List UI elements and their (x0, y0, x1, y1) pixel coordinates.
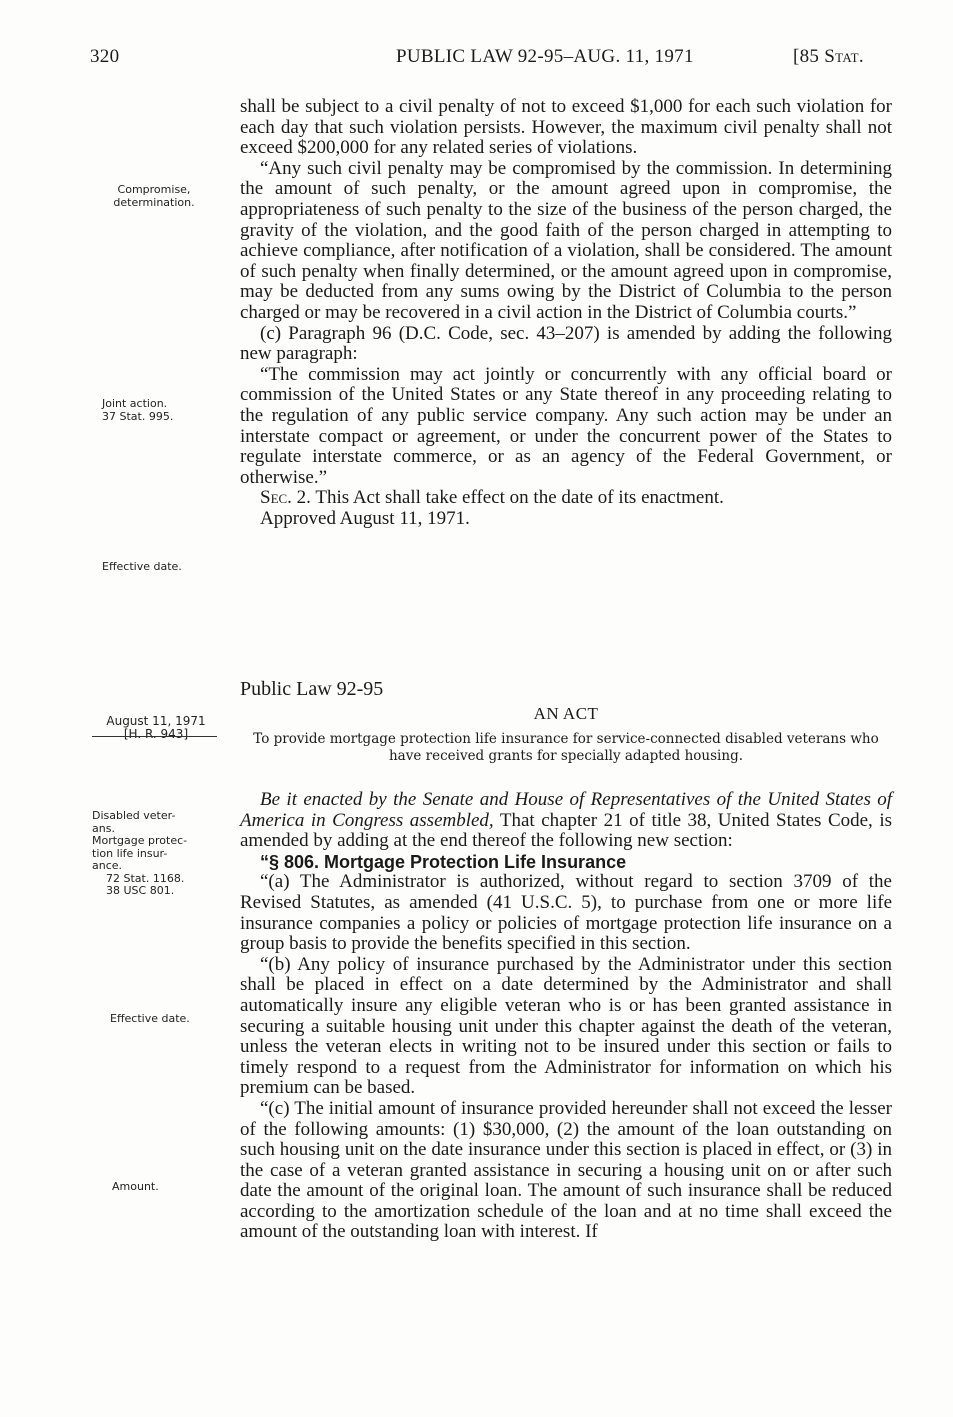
stat-reference (793, 46, 864, 68)
margin-note-line: ans. (92, 821, 115, 835)
margin-note-line: 38 USC 801. (106, 884, 175, 897)
margin-note-line: [H. R. 943] (123, 726, 189, 741)
act-description: To provide mortgage protection life insurance for service-connected disabled veterans who have received grants for specially adapted housing. (253, 731, 879, 764)
margin-note-veterans (92, 810, 212, 898)
margin-note-line: Compromise, (117, 183, 191, 196)
paragraph-civil-penalty: shall be subject to a civil penalty of not to exceed $1,000 for each such violation for each day that such violation persists. However, the maximum civil penalty shall not exceed $200,000 for any related series of violations. (240, 96, 892, 159)
margin-note-line: Mortgage protec- (92, 834, 188, 847)
paragraph-joint-action: “The commission may act jointly or concurrently with any official board or commission of the United States or any State thereof in any proceeding relating to the regulation of any public service company. Any such action may be under an interstate compact or agreement, or under the concurrent power of the States to regulate interstate commerce, or as an agency of the Federal Government, or otherwise.” (240, 363, 892, 488)
enacting-italic: Be it enacted by the Senate and House of Representatives of the United States of America in Congress assembled, (240, 789, 892, 831)
sec2-text: This Act shall take effect on the date of its enactment. (310, 487, 724, 509)
margin-note-line: 37 Stat. 995. (102, 409, 174, 423)
margin-note-effective-date-2: Effective date. (110, 1012, 190, 1025)
public-law-title: Public Law 92-95 (240, 678, 384, 700)
margin-note-line: ance. (92, 859, 123, 872)
act-heading: AN ACT (533, 704, 599, 723)
section-806-heading: “§ 806. Mortgage Protection Life Insurance (260, 851, 627, 872)
margin-note-joint-action (102, 398, 222, 423)
subsection-c: “(c) The initial amount of insurance provided hereunder shall not exceed the lesser of the following amounts: (1) $30,000, (2) the amount of the loan outstanding on such housing unit on the date insurance under this section is placed in effect, or (3) in the case of a veteran granted assistance in securing a housing unit on or after such date the amount of the original loan. The amount of such insurance shall be reduced according to the amortization schedule of the loan and at no time shall exceed the amount of the outstanding loan with interest. If (240, 1097, 892, 1243)
page-number: 320 (90, 46, 120, 67)
enacting-rest: That chapter 21 of title 38, United States Code, is amended by adding at the end thereof the following new section: (240, 809, 892, 852)
approved-line: Approved August 11, 1971. (260, 507, 470, 529)
divider-rule (92, 736, 217, 737)
margin-note-effective-date: Effective date. (102, 560, 182, 573)
lower-body (240, 790, 892, 1243)
margin-note-line: Joint action. (102, 397, 168, 410)
stat-ref-text: [85 Stat. (793, 46, 864, 67)
paragraph-sec2 (240, 488, 892, 509)
running-title: PUBLIC LAW 92-95–AUG. 11, 1971 (396, 46, 694, 67)
enacting-clause (240, 790, 892, 852)
sec2-label: Sec. 2. (260, 487, 311, 509)
margin-note-line: Disabled veter- (92, 809, 176, 822)
upper-body (240, 97, 892, 529)
subsection-b: “(b) Any policy of insurance purchased by the Administrator under this section shall be placed in effect on a date determined by the Administrator and shall automatically insure any eligible veteran who is or has been granted assistance in securing a suitable housing unit under this chapter against the death of the veteran, unless the veteran elects in writing not to be insured under this section or fails to timely respond to a request from the Administrator for information on which his premium can be based. (240, 953, 892, 1099)
subsection-a: “(a) The Administrator is authorized, without regard to section 3709 of the Revised Statutes, as amended (41 U.S.C. 5), to purchase from one or more life insurance companies a policy or policies of mortgage protection life insurance on a group basis to provide the benefits specified in this section. (240, 871, 892, 955)
margin-note-line: determination. (113, 195, 195, 209)
margin-note-compromise (94, 184, 214, 209)
margin-note-line: tion life insur- (92, 846, 168, 860)
margin-note-line: 72 Stat. 1168. (106, 871, 185, 885)
paragraph-c-amendment: (c) Paragraph 96 (D.C. Code, sec. 43–207) is amended by adding the following new paragraph: (240, 322, 892, 365)
paragraph-compromise: “Any such civil penalty may be compromised by the commission. In determining the amount of such penalty, or the amount agreed upon in compromise, the appropriateness of such penalty to the size of the business of the person charged, the gravity of the violation, and the good faith of the person charged in attempting to achieve compliance, after notification of a violation, shall be considered. The amount of such penalty when finally determined, or the amount agreed upon in compromise, may be deducted from any sums owing by the District of Columbia to the person charged or may be recovered in a civil action in the District of Columbia courts.” (240, 157, 892, 323)
margin-note-line: August 11, 1971 (106, 714, 206, 728)
margin-note-amount: Amount. (112, 1180, 159, 1193)
